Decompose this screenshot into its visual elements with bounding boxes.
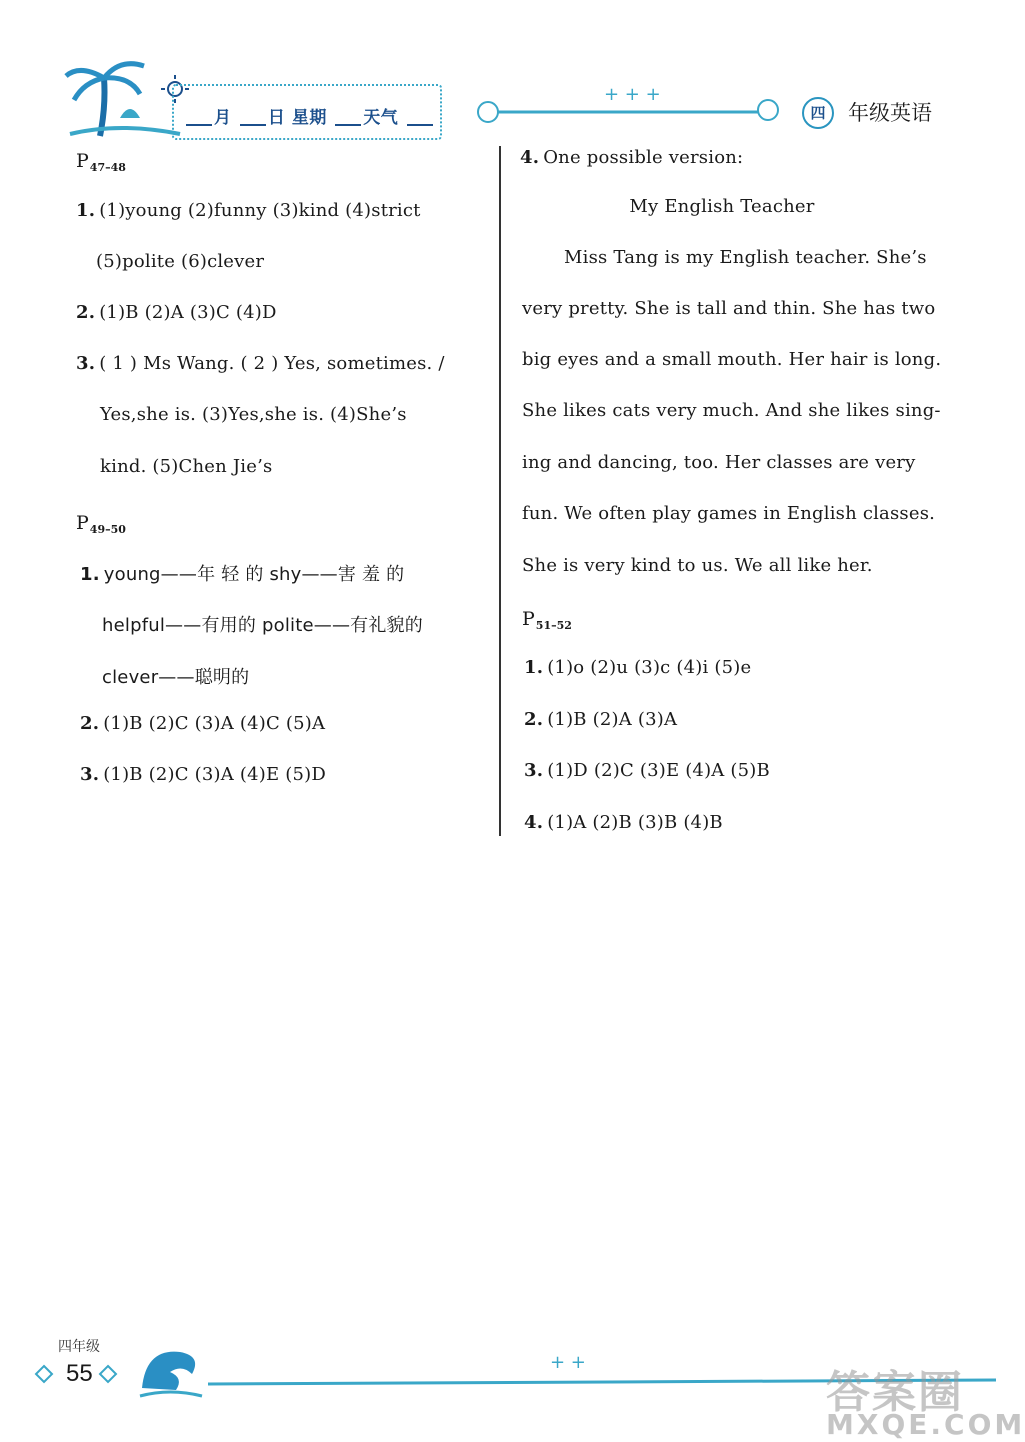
diamond-icon [98,1364,118,1384]
answer-text: Yes,she is. (3)Yes,she is. (4)She’s [100,404,407,425]
answer-line [76,200,421,221]
item-number: 2. [80,713,100,734]
answer-text: clever——聪明的 [102,667,250,688]
answer-line [80,560,404,586]
section-letter: P [522,608,535,630]
item-number: 4. [520,147,540,168]
column-divider [499,146,501,836]
date-weather-line [184,103,435,128]
section-pages: 49–50 [89,523,126,536]
essay-line: fun. We often play games in English classes. [522,503,936,524]
header-ribbon [456,82,796,130]
svg-text:+ + +: + + + [604,84,661,105]
subject-title: 年级英语 [848,101,932,125]
section-letter: P [76,150,89,172]
answer-line [524,812,723,833]
wave-illustration [136,1338,206,1402]
section-heading-p47-48 [76,150,126,174]
item-number: 2. [524,709,544,730]
footer-grade: 四年级 [58,1339,100,1355]
answer-line [524,760,770,781]
answer-text: (1)A (2)B (3)B (4)B [547,812,723,833]
item-number: 1. [524,657,544,678]
essay-title: My English Teacher [629,196,815,217]
answer-text: ( 1 ) Ms Wang. ( 2 ) Yes, sometimes. / [99,353,445,374]
item-number: 2. [76,302,96,323]
month-label: 月 [214,108,232,128]
item-number: 4. [524,812,544,833]
answer-text: (1)B (2)C (3)A (4)C (5)A [103,713,326,734]
answer-line [102,663,249,689]
answer-line [80,713,325,734]
answer-text: (1)young (2)funny (3)kind (4)strict [99,200,421,221]
answer-text: young——年 轻 的 shy——害 羞 的 [103,564,405,585]
section-pages: 51–52 [535,619,572,632]
answer-line [520,147,743,168]
answer-line [96,251,264,272]
answer-text: helpful——有用的 polite——有礼貌的 [102,615,423,636]
essay-line: She is very kind to us. We all like her. [522,555,873,576]
weather-label: 天气 [363,108,399,128]
answer-text: (1)D (2)C (3)E (4)A (5)B [547,760,770,781]
section-pages: 47–48 [89,161,126,174]
answer-line [524,709,677,730]
page-number: 55 [66,1360,93,1387]
item-number: 3. [76,353,96,374]
item-number: 3. [80,764,100,785]
svg-text:+ +: + + [550,1352,586,1373]
essay-line: She likes cats very much. And she likes sing- [522,400,941,421]
diamond-icon [34,1364,54,1384]
watermark-url: MXQE.COM [826,1408,1025,1441]
answer-line [76,353,445,374]
answer-text: kind. (5)Chen Jie’s [100,456,273,477]
item-number: 1. [76,200,96,221]
answer-text: (1)B (2)A (3)A [547,709,678,730]
grade-badge: 四 [802,97,834,129]
answer-line [102,611,423,637]
essay-line: big eyes and a small mouth. Her hair is long. [522,349,942,370]
section-heading-p49-50 [76,512,126,536]
weekday-label: 星期 [291,108,327,128]
answer-text: (5)polite (6)clever [96,251,265,272]
item-number: 3. [524,760,544,781]
answer-text: One possible version: [543,147,744,168]
answer-line [80,764,326,785]
answer-line [100,404,407,425]
answer-line [100,456,272,477]
watermark-logo: 答案圈 [826,1367,964,1418]
day-label: 日 [267,108,286,128]
item-number: 1. [80,564,100,585]
section-heading-p51-52 [522,608,572,632]
answer-line [76,302,277,323]
essay-line: very pretty. She is tall and thin. She has two [522,298,936,319]
answer-text: (1)B (2)C (3)A (4)E (5)D [103,764,326,785]
answer-text: (1)B (2)A (3)C (4)D [99,302,277,323]
essay-line: Miss Tang is my English teacher. She’s [564,247,927,268]
answer-text: (1)o (2)u (3)c (4)i (5)e [547,657,752,678]
essay-line: ing and dancing, too. Her classes are very [522,452,916,473]
section-letter: P [76,512,89,534]
answer-line [524,657,751,678]
